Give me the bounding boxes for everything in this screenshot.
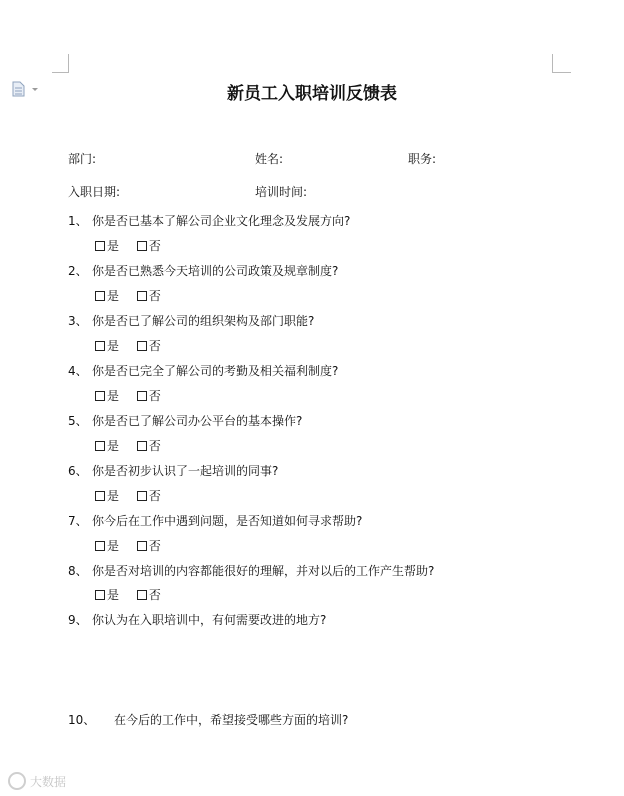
checkbox-icon <box>137 391 147 401</box>
option-yes[interactable] <box>95 387 119 404</box>
question-4-options <box>95 387 175 404</box>
option-yes-label: 是 <box>107 439 120 453</box>
option-yes[interactable] <box>95 287 119 304</box>
document-title: 新员工入职培训反馈表 <box>227 84 397 104</box>
question-text: 你今后在工作中遇到问题，是否知道如何寻求帮助? <box>92 514 363 528</box>
option-yes-label: 是 <box>107 339 120 353</box>
watermark-text: 大数据 <box>30 775 67 789</box>
question-4 <box>68 362 338 379</box>
question-text: 你认为在入职培训中，有何需要改进的地方? <box>92 613 327 627</box>
option-yes-label: 是 <box>107 539 120 553</box>
checkbox-icon <box>95 241 105 251</box>
field-name-label: 姓名: <box>255 152 284 166</box>
question-8 <box>68 562 434 579</box>
question-8-options <box>95 586 175 603</box>
option-no-label: 否 <box>148 588 161 602</box>
checkbox-icon <box>137 291 147 301</box>
option-no-label: 否 <box>148 539 161 553</box>
question-10 <box>68 711 348 728</box>
field-hire-date-label: 入职日期: <box>68 185 121 199</box>
option-no-label: 否 <box>148 389 161 403</box>
question-text: 你是否已完全了解公司的考勤及相关福利制度? <box>92 364 339 378</box>
checkbox-icon <box>95 441 105 451</box>
question-7-options <box>95 537 175 554</box>
checkbox-icon <box>137 341 147 351</box>
checkbox-icon <box>137 541 147 551</box>
question-2-options <box>95 287 175 304</box>
question-number: 5、 <box>68 414 88 428</box>
option-yes[interactable] <box>95 237 119 254</box>
option-yes-label: 是 <box>107 239 120 253</box>
checkbox-icon <box>95 291 105 301</box>
question-5 <box>68 412 302 429</box>
crop-mark-top-right <box>552 54 571 73</box>
question-number: 7、 <box>68 514 88 528</box>
field-department-label: 部门: <box>68 152 97 166</box>
watermark <box>8 772 66 790</box>
watermark-logo-icon <box>8 772 26 790</box>
option-yes[interactable] <box>95 487 119 504</box>
option-no[interactable] <box>137 287 161 304</box>
question-6 <box>68 462 278 479</box>
field-position-label: 职务: <box>408 152 437 166</box>
option-yes-label: 是 <box>107 588 120 602</box>
question-3 <box>68 312 314 329</box>
field-training-time-label: 培训时间: <box>255 185 308 199</box>
option-no-label: 否 <box>148 239 161 253</box>
question-number: 10、 <box>68 713 96 727</box>
question-text: 在今后的工作中，希望接受哪些方面的培训? <box>114 713 349 727</box>
option-yes-label: 是 <box>107 389 120 403</box>
checkbox-icon <box>95 341 105 351</box>
option-no-label: 否 <box>148 289 161 303</box>
question-9 <box>68 611 326 628</box>
question-3-options <box>95 337 175 354</box>
checkbox-icon <box>137 441 147 451</box>
question-7 <box>68 512 362 529</box>
question-number: 1、 <box>68 214 88 228</box>
question-text: 你是否已熟悉今天培训的公司政策及规章制度? <box>92 264 339 278</box>
option-no[interactable] <box>137 537 161 554</box>
option-no[interactable] <box>137 387 161 404</box>
option-no[interactable] <box>137 487 161 504</box>
option-no[interactable] <box>137 337 161 354</box>
question-5-options <box>95 437 175 454</box>
question-1-options <box>95 237 175 254</box>
option-no[interactable] <box>137 237 161 254</box>
question-6-options <box>95 487 175 504</box>
checkbox-icon <box>137 241 147 251</box>
option-no-label: 否 <box>148 489 161 503</box>
option-yes[interactable] <box>95 337 119 354</box>
question-text: 你是否已基本了解公司企业文化理念及发展方向? <box>92 214 351 228</box>
option-yes-label: 是 <box>107 489 120 503</box>
crop-mark-top-left <box>52 54 69 73</box>
question-1 <box>68 212 350 229</box>
option-no[interactable] <box>137 586 161 603</box>
option-no-label: 否 <box>148 339 161 353</box>
option-yes[interactable] <box>95 586 119 603</box>
question-text: 你是否对培训的内容都能很好的理解，并对以后的工作产生帮助? <box>92 564 435 578</box>
checkbox-icon <box>95 391 105 401</box>
question-text: 你是否初步认识了一起培训的同事? <box>92 464 279 478</box>
question-number: 8、 <box>68 564 88 578</box>
option-no-label: 否 <box>148 439 161 453</box>
checkbox-icon <box>95 590 105 600</box>
option-yes[interactable] <box>95 537 119 554</box>
question-text: 你是否已了解公司的组织架构及部门职能? <box>92 314 315 328</box>
question-number: 3、 <box>68 314 88 328</box>
question-number: 4、 <box>68 364 88 378</box>
question-number: 2、 <box>68 264 88 278</box>
option-yes-label: 是 <box>107 289 120 303</box>
checkbox-icon <box>137 590 147 600</box>
checkbox-icon <box>95 491 105 501</box>
checkbox-icon <box>137 491 147 501</box>
checkbox-icon <box>95 541 105 551</box>
question-number: 6、 <box>68 464 88 478</box>
question-2 <box>68 262 338 279</box>
question-number: 9、 <box>68 613 88 627</box>
question-text: 你是否已了解公司办公平台的基本操作? <box>92 414 303 428</box>
option-no[interactable] <box>137 437 161 454</box>
option-yes[interactable] <box>95 437 119 454</box>
